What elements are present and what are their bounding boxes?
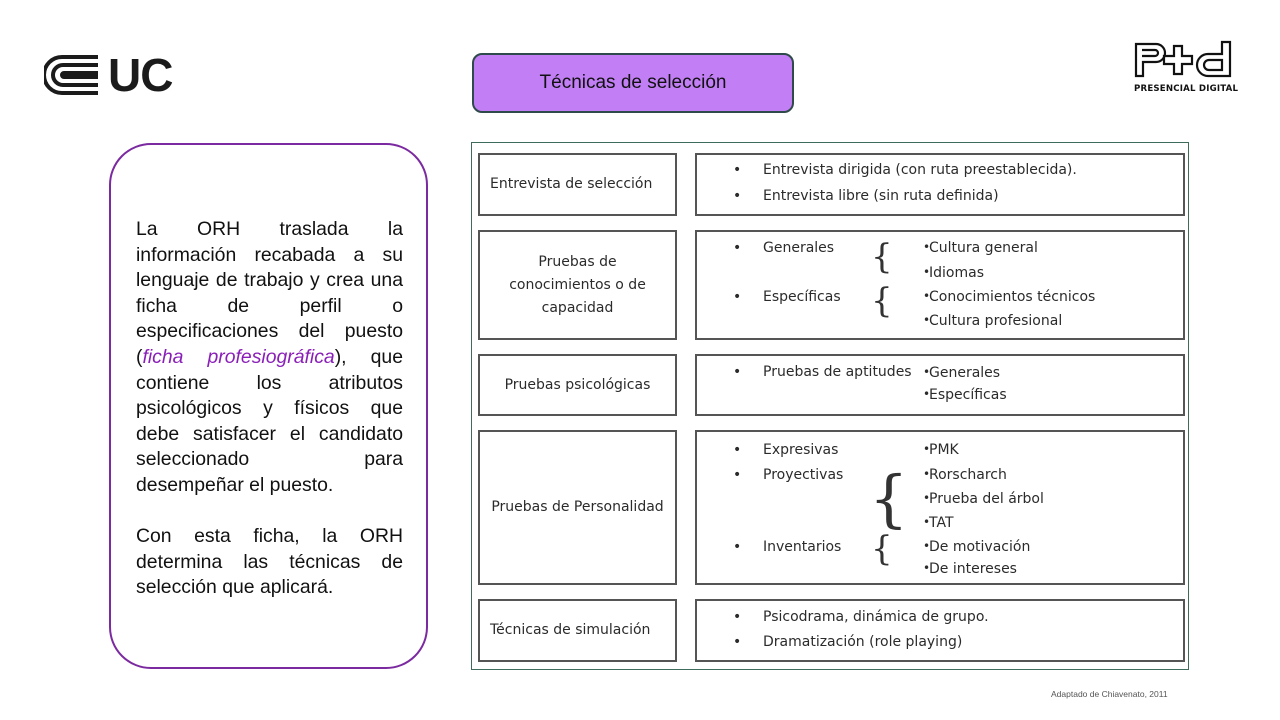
sub-item: Idiomas (929, 265, 984, 281)
sub-item: Cultura general (929, 240, 1038, 256)
bullet-icon: • (733, 634, 742, 650)
row-label-personalidad (478, 430, 677, 585)
sub-item: TAT (929, 515, 954, 531)
sub-item: Prueba del árbol (929, 491, 1044, 507)
bullet-icon: • (923, 289, 931, 303)
bullet-icon: • (923, 365, 931, 379)
row-label-simulacion (478, 599, 677, 662)
bullet-icon: • (923, 313, 931, 327)
row-content-conocimientos (695, 230, 1185, 340)
sub-item: PMK (929, 442, 959, 458)
group-label: Pruebas de aptitudes (763, 364, 912, 380)
bullet-icon: • (923, 539, 931, 553)
row-content-personalidad (695, 430, 1185, 585)
description-paragraph-1 (136, 217, 403, 499)
row-label-text: Pruebas de Personalidad (491, 499, 664, 515)
group-label: Específicas (763, 289, 841, 305)
ficha-profesiografica-term: ficha profesiográfica (142, 345, 335, 368)
list-item: Psicodrama, dinámica de grupo. (763, 609, 989, 625)
bullet-icon: • (733, 364, 742, 380)
paragraph-1-part-2: ), que contiene los atributos psicológicos y físicos que debe satisfacer el candidato seleccionado para desempeñar el puesto. (136, 345, 403, 496)
bullet-icon: • (923, 442, 931, 456)
group-label: Generales (763, 240, 835, 256)
sub-item: Rorscharch (929, 467, 1007, 483)
bullet-icon: • (733, 539, 742, 555)
group-label: Inventarios (763, 539, 842, 555)
sub-item: De motivación (929, 539, 1031, 555)
source-citation: Adaptado de Chiavenato, 2011 (1051, 689, 1168, 699)
brace-icon: { (871, 529, 893, 569)
bullet-icon: • (733, 609, 742, 625)
label-line: conocimientos o de (509, 276, 646, 293)
row-label-text: Entrevista de selección (490, 176, 653, 192)
label-line: Pruebas de (538, 253, 617, 270)
row-label-psicologicas (478, 354, 677, 416)
row-label-text: Pruebas psicológicas (504, 376, 651, 393)
brace-icon: { (871, 281, 893, 321)
list-item: Dramatización (role playing) (763, 634, 963, 650)
bullet-icon: • (923, 467, 931, 481)
description-card (109, 143, 428, 669)
group-label: Proyectivas (763, 467, 844, 483)
row-content-psicologicas (695, 354, 1185, 416)
brace-icon: { (871, 237, 893, 277)
sub-item: Cultura profesional (929, 313, 1063, 329)
bullet-icon: • (733, 162, 742, 178)
paragraph-1-part-1: La ORH traslada la información recabada a su lenguaje de trabajo y crea una ficha de perfil o especificaciones del puesto ( (136, 218, 403, 368)
ptd-logo (1134, 40, 1239, 94)
ptd-logo-subtitle: PRESENCIAL DIGITAL (1134, 84, 1239, 94)
bullet-icon: • (923, 491, 931, 505)
uc-logo (44, 49, 173, 101)
bullet-icon: • (733, 467, 742, 483)
bullet-icon: • (733, 442, 742, 458)
row-content-entrevista (695, 153, 1185, 216)
bullet-icon: • (923, 515, 931, 529)
bullet-icon: • (923, 561, 931, 575)
group-label: Expresivas (763, 442, 839, 458)
bullet-icon: • (733, 188, 742, 204)
uc-logo-text: UC (108, 49, 173, 101)
list-item: Entrevista dirigida (con ruta preestablecida). (763, 162, 1077, 178)
sub-item: Generales (929, 365, 1001, 381)
bullet-icon: • (923, 265, 931, 279)
bullet-icon: • (733, 289, 742, 305)
ptd-logo-icon (1134, 40, 1234, 80)
row-label-text: Técnicas de simulación (490, 622, 651, 638)
slide-title: Técnicas de selección (472, 53, 794, 113)
bullet-icon: • (733, 240, 742, 256)
row-content-simulacion (695, 599, 1185, 662)
selection-techniques-table (471, 142, 1189, 670)
row-label-entrevista (478, 153, 677, 216)
label-line: capacidad (541, 299, 614, 316)
bullet-icon: • (923, 240, 931, 254)
list-item: Entrevista libre (sin ruta definida) (763, 188, 999, 204)
bullet-icon: • (923, 387, 931, 401)
sub-item: Específicas (929, 387, 1007, 403)
sub-item: Conocimientos técnicos (929, 289, 1096, 305)
description-paragraph-2: Con esta ficha, la ORH determina las técnicas de selección que aplicará. (136, 525, 403, 599)
row-label-conocimientos (478, 230, 677, 340)
brace-icon: { (869, 462, 909, 535)
sub-item: De intereses (929, 561, 1017, 577)
row-label-text (509, 251, 646, 320)
uc-logo-icon (44, 53, 100, 97)
